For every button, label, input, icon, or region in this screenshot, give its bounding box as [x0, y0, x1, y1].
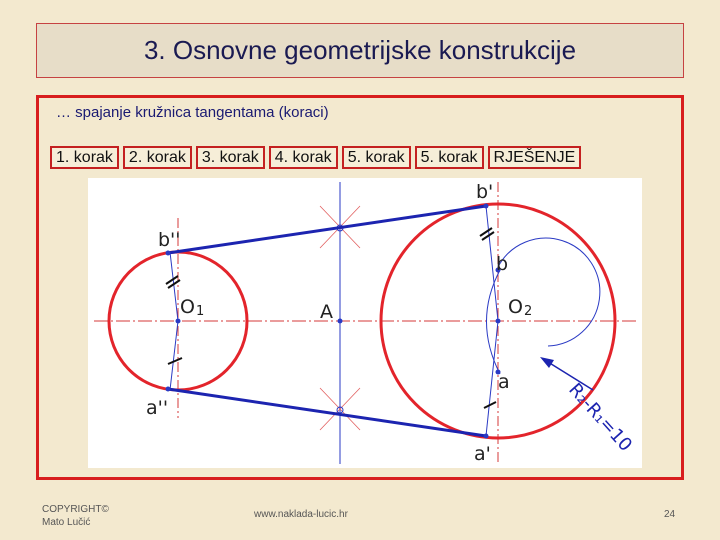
label-b-dd: b'': [158, 229, 181, 251]
point-o2: [496, 319, 501, 324]
label-o2-sub: 2: [524, 304, 533, 319]
step-nav: [50, 146, 581, 170]
solution-button[interactable]: RJEŠENJE: [488, 146, 582, 169]
point-b-dd: [166, 251, 171, 256]
step-5b-button[interactable]: 5. korak: [415, 146, 484, 169]
label-o1: O: [180, 296, 195, 318]
footer-url: www.naklada-lucic.hr: [254, 509, 348, 520]
label-o2: O: [508, 296, 523, 318]
step-2-button[interactable]: 2. korak: [123, 146, 192, 169]
label-a-mid: A: [320, 301, 333, 323]
label-b-d: b': [476, 181, 494, 203]
tick-o2-top: [480, 228, 494, 240]
step-4-button[interactable]: 4. korak: [269, 146, 338, 169]
tick-o1-bottom: [168, 358, 182, 364]
title-box: [36, 23, 684, 78]
label-a-dd: a'': [146, 397, 169, 419]
page-number: 24: [664, 509, 676, 520]
radius-arrow-head: [540, 357, 554, 368]
radius-o1-a: [170, 321, 178, 390]
label-a: a: [498, 371, 510, 393]
point-a-d: [484, 434, 489, 439]
drawing-svg: [88, 178, 642, 468]
copyright-line1: COPYRIGHT©: [42, 504, 109, 515]
tick-o2-bottom: [484, 402, 496, 408]
tangent-bottom: [168, 389, 486, 436]
subtitle: … spajanje kružnica tangentama (koraci): [56, 104, 329, 121]
point-a-dd: [166, 387, 171, 392]
label-radius-note: R₂-R₁=10: [564, 379, 637, 456]
copyright-line2: Mato Lučić: [42, 517, 91, 528]
label-b: b: [496, 253, 509, 275]
label-a-d: a': [474, 443, 491, 465]
copyright: [42, 503, 109, 529]
point-a-mid: [338, 319, 343, 324]
step-3-button[interactable]: 3. korak: [196, 146, 265, 169]
point-b-d: [484, 204, 489, 209]
label-o1-sub: 1: [196, 304, 205, 319]
step-5a-button[interactable]: 5. korak: [342, 146, 411, 169]
page-title: 3. Osnovne geometrijske konstrukcije: [143, 35, 577, 65]
helper-circle-o2: [498, 238, 600, 346]
point-o1: [176, 319, 181, 324]
step-1-button[interactable]: 1. korak: [50, 146, 119, 169]
construction-drawing: [88, 178, 642, 468]
